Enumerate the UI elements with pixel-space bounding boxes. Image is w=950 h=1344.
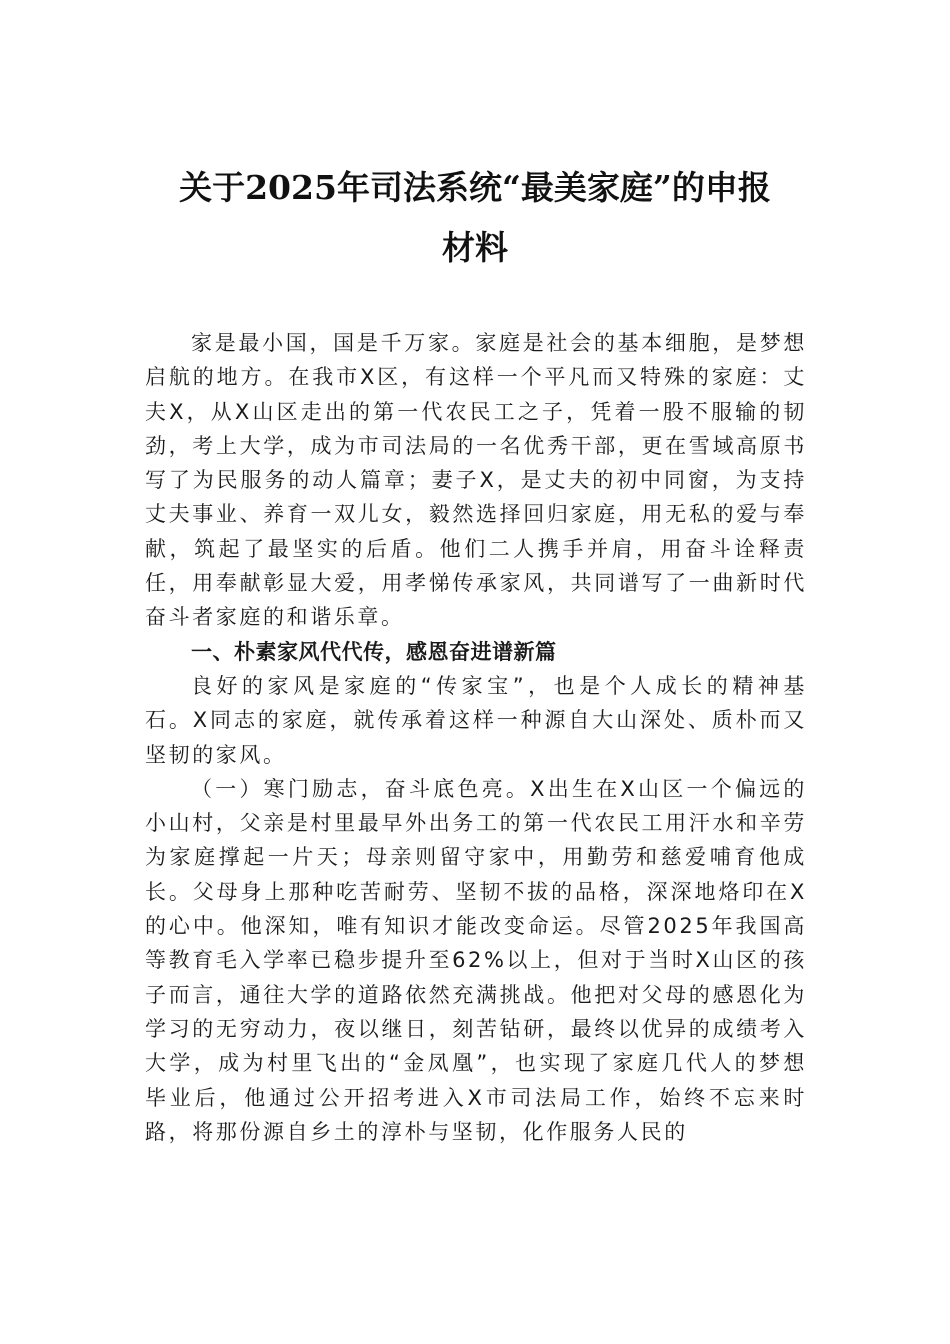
subsection-1-paragraph: （一）寒门励志，奋斗底色亮。X出生在X山区一个偏远的小山村，父亲是村里最早外出务工的第一代农民工用汗水和辛劳为家庭撑起一片天；母亲则留守家中，用勤劳和慈爱哺育他成长。父母身上那种吃苦耐劳、坚韧不拔的品格，深深地烙印在X的心中。他深知，唯有知识才能改变命运。尽管2025年我国高等教育毛入学率已稳步提升至62%以上，但对于当时X山区的孩子而言，通往大学的道路依然充满挑战。他把对父母的感恩化为学习的无穷动力，夜以继日，刻苦钻研，最终以优异的成绩考入大学，成为村里飞出的“金凤凰”，也实现了家庭几代人的梦想毕业后，他通过公开招考进入X市司法局工作，始终不忘来时路，将那份源自乡土的淳朴与坚韧，化作服务人民的 (145, 776, 807, 1144)
document-body (145, 326, 807, 1149)
document-title (100, 158, 850, 278)
section-1-heading: 一、朴素家风代代传，感恩奋进谱新篇 (191, 639, 557, 664)
section-1-paragraph: 良好的家风是家庭的“传家宝”，也是个人成长的精神基石。X同志的家庭，就传承着这样一种源自大山深处、质朴而又坚韧的家风。 (145, 673, 807, 767)
title-line-2: 材料 (442, 228, 508, 267)
title-line-1: 关于2025年司法系统“最美家庭”的申报 (179, 168, 771, 207)
intro-paragraph: 家是最小国，国是千万家。家庭是社会的基本细胞，是梦想启航的地方。在我市X区，有这样一个平凡而又特殊的家庭：丈夫X，从X山区走出的第一代农民工之子，凭着一股不服输的韧劲，考上大学，成为市司法局的一名优秀干部，更在雪域高原书写了为民服务的动人篇章；妻子X，是丈夫的初中同窗，为支持丈夫事业、养育一双儿女，毅然选择回归家庭，用无私的爱与奉献，筑起了最坚实的后盾。他们二人携手并肩，用奋斗诠释责任，用奉献彰显大爱，用孝悌传承家风，共同谱写了一曲新时代奋斗者家庭的和谐乐章。 (145, 331, 807, 630)
